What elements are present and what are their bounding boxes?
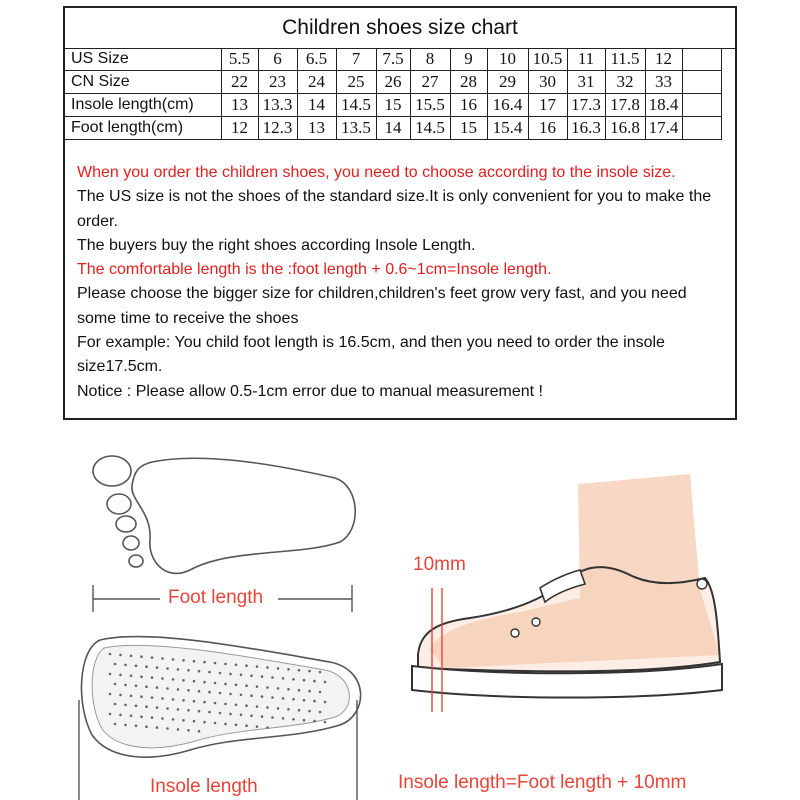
insole-perforation-dot [224, 663, 227, 666]
insole-perforation-dot [166, 687, 169, 690]
foot-length-cell: 17.4 [645, 117, 682, 140]
insole-perforation-dot [240, 694, 243, 697]
insole-perforation-dot [130, 695, 133, 698]
insole-perforation-dot [224, 703, 227, 706]
us-size-cell: 5.5 [221, 48, 258, 71]
insole-perforation-dot [203, 681, 206, 684]
cn-size-cell: 27 [410, 71, 450, 94]
insole-perforation-dot [156, 706, 159, 709]
insole-length-cell: 14 [297, 94, 336, 117]
us-size-cell: 7.5 [376, 48, 410, 71]
note-us-size: The US size is not the shoes of the standard size.It is only convenient for you to make the order. [77, 188, 712, 230]
insole-perforation-dot [277, 667, 280, 670]
cn-size-cell: 29 [487, 71, 528, 94]
insole-perforation-dot [261, 695, 264, 698]
insole-perforation-dot [287, 688, 290, 691]
insole-perforation-dot [303, 679, 306, 682]
insole-perforation-dot [124, 664, 127, 667]
foot-length-cell: 13 [297, 117, 336, 140]
insole-perforation-dot [313, 720, 316, 723]
us-size-cell: 11 [567, 48, 605, 71]
insole-perforation-dot [319, 711, 322, 714]
insole-perforation-dot [177, 688, 180, 691]
insole-perforation-dot [245, 724, 248, 727]
cn-size-cell: 28 [450, 71, 487, 94]
insole-length-cell: 16 [450, 94, 487, 117]
insole-perforation-dot [114, 663, 117, 666]
us-size-cell: 6 [258, 48, 297, 71]
insole-perforation-dot [324, 681, 327, 684]
insole-perforation-dot [151, 676, 154, 679]
insole-perforation-dot [119, 654, 122, 657]
foot-length-cell: 14.5 [410, 117, 450, 140]
note-buy-by-insole: The buyers buy the right shoes according Insole Length. [77, 236, 476, 254]
foot-length-cell: 14 [376, 117, 410, 140]
foot-length-cell: 16.3 [567, 117, 605, 140]
insole-perforation-dot [235, 684, 238, 687]
us-size-cell: 6.5 [297, 48, 336, 71]
insole-perforation-dot [145, 705, 148, 708]
insole-length-cell: 17.3 [567, 94, 605, 117]
insole-perforation-dot [193, 680, 196, 683]
insole-perforation-dot [292, 718, 295, 721]
insole-perforation-dot [319, 671, 322, 674]
insole-perforation-dot [177, 668, 180, 671]
insole-perforation-dot [135, 665, 138, 668]
insole-perforation-dot [245, 684, 248, 687]
insole-perforation-dot [256, 665, 259, 668]
insole-perforation-dot [266, 706, 269, 709]
insole-perforation-dot [182, 699, 185, 702]
insole-perforation-dot [156, 666, 159, 669]
insole-perforation-dot [308, 690, 311, 693]
insole-perforation-dot [250, 714, 253, 717]
insole-perforation-dot [172, 678, 175, 681]
insole-perforation-dot [214, 722, 217, 725]
insole-perforation-dot [271, 696, 274, 699]
foot-length-cell: 13.5 [336, 117, 376, 140]
note-example: For example: You child foot length is 16.5cm, and then you need to order the insole size17.5cm. [77, 334, 665, 376]
shoe-with-foot-icon [412, 474, 722, 698]
insole-perforation-dot [135, 725, 138, 728]
foot-length-cell: 16 [528, 117, 567, 140]
insole-perforation-dot [303, 719, 306, 722]
insole-length-caption: Insole length [150, 776, 258, 797]
insole-perforation-dot [208, 671, 211, 674]
insole-perforation-dot [292, 678, 295, 681]
insole-perforation-dot [182, 679, 185, 682]
cn-size-cell: 30 [528, 71, 567, 94]
foot-length-cell: 15.4 [487, 117, 528, 140]
insole-length-cell: 17.8 [605, 94, 645, 117]
insole-perforation-dot [151, 716, 154, 719]
insole-perforation-dot [277, 707, 280, 710]
insole-perforation-dot [240, 674, 243, 677]
note-comfortable-length: The comfortable length is the :foot length + 0.6~1cm=Insole length. [77, 261, 552, 279]
insole-perforation-dot [172, 698, 175, 701]
insole-perforation-dot [124, 684, 127, 687]
insole-perforation-dot [261, 675, 264, 678]
insole-perforation-dot [224, 683, 227, 686]
insole-perforation-dot [161, 697, 164, 700]
insole-perforation-dot [187, 709, 190, 712]
insole-perforation-dot [193, 720, 196, 723]
insole-perforation-dot [151, 696, 154, 699]
insole-perforation-dot [145, 665, 148, 668]
chart-title: Children shoes size chart [65, 8, 735, 49]
insole-perforation-dot [109, 653, 112, 656]
us-size-cell: 10.5 [528, 48, 567, 71]
insole-length-cell: 15 [376, 94, 410, 117]
insole-perforation-dot [313, 680, 316, 683]
insole-perforation-dot [172, 658, 175, 661]
insole-perforation-dot [298, 669, 301, 672]
cn-size-cell: 33 [645, 71, 682, 94]
insole-perforation-dot [203, 661, 206, 664]
insole-perforation-dot [156, 686, 159, 689]
insole-perforation-dot [166, 727, 169, 730]
insole-perforation-dot [219, 692, 222, 695]
insole-perforation-dot [161, 717, 164, 720]
row-label-us-size: US Size [65, 48, 221, 71]
insole-length-cell: 13 [221, 94, 258, 117]
insole-perforation-dot [266, 726, 269, 729]
foot-length-cell: 16.8 [605, 117, 645, 140]
us-size-cell: 11.5 [605, 48, 645, 71]
cn-size-cell: 26 [376, 71, 410, 94]
insole-perforation-dot [198, 710, 201, 713]
us-size-cell: 8 [410, 48, 450, 71]
insole-perforation-dot [198, 690, 201, 693]
insole-perforation-dot [193, 660, 196, 663]
insole-perforation-dot [229, 673, 232, 676]
cn-size-cell: 24 [297, 71, 336, 94]
insole-perforation-dot [282, 717, 285, 720]
insole-perforation-dot [282, 677, 285, 680]
insole-perforation-dot [203, 721, 206, 724]
insole-perforation-dot [229, 693, 232, 696]
insole-perforation-dot [308, 710, 311, 713]
insole-perforation-dot [229, 713, 232, 716]
insole-perforation-dot [187, 669, 190, 672]
insole-perforation-dot [161, 657, 164, 660]
us-size-cell: 7 [336, 48, 376, 71]
cn-size-cell: 25 [336, 71, 376, 94]
insole-perforation-dot [151, 656, 154, 659]
insole-perforation-dot [193, 700, 196, 703]
insole-perforation-dot [119, 714, 122, 717]
insole-perforation-dot [313, 700, 316, 703]
cn-size-cell: 23 [258, 71, 297, 94]
insole-perforation-dot [130, 655, 133, 658]
insole-length-cell: 18.4 [645, 94, 682, 117]
insole-perforation-dot [256, 685, 259, 688]
insole-perforation-dot [130, 675, 133, 678]
insole-perforation-dot [219, 712, 222, 715]
foot-length-caption: Foot length [168, 587, 264, 608]
insole-perforation-dot [177, 708, 180, 711]
insole-perforation-dot [119, 674, 122, 677]
insole-perforation-dot [245, 664, 248, 667]
insole-perforation-dot [161, 677, 164, 680]
insole-perforation-dot [235, 664, 238, 667]
insole-perforation-dot [109, 693, 112, 696]
insole-perforation-dot [298, 709, 301, 712]
insole-perforation-dot [319, 691, 322, 694]
insole-perforation-dot [214, 682, 217, 685]
insole-perforation-dot [308, 670, 311, 673]
insole-perforation-dot [166, 707, 169, 710]
foot-outline-icon [93, 456, 355, 573]
insole-perforation-dot [145, 685, 148, 688]
insole-perforation-dot [198, 730, 201, 733]
foot-length-cell: 15 [450, 117, 487, 140]
us-size-cell: 10 [487, 48, 528, 71]
insole-perforation-dot [277, 687, 280, 690]
insole-perforation-dot [266, 666, 269, 669]
ten-mm-caption: 10mm [413, 554, 466, 575]
insole-perforation-dot [287, 708, 290, 711]
insole-perforation-dot [224, 723, 227, 726]
insole-perforation-dot [187, 729, 190, 732]
insole-perforation-dot [271, 716, 274, 719]
insole-perforation-dot [235, 704, 238, 707]
row-label-foot-length: Foot length(cm) [65, 117, 221, 140]
formula-caption: Insole length=Foot length + 10mm [398, 772, 687, 793]
insole-perforation-dot [298, 689, 301, 692]
insole-perforation-dot [140, 655, 143, 658]
insole-perforation-dot [140, 715, 143, 718]
insole-perforation-dot [214, 702, 217, 705]
note-bigger-size: Please choose the bigger size for children,children's feet grow very fast, and you need some time to receive the shoes [77, 285, 687, 327]
insole-perforation-dot [324, 721, 327, 724]
insole-length-cell: 14.5 [336, 94, 376, 117]
insole-perforation-dot [140, 695, 143, 698]
insole-length-cell: 16.4 [487, 94, 528, 117]
insole-perforation-dot [119, 694, 122, 697]
insole-perforation-dot [261, 715, 264, 718]
insole-perforation-dot [166, 667, 169, 670]
cn-size-cell: 22 [221, 71, 258, 94]
foot-length-cell: 12 [221, 117, 258, 140]
insole-perforation-dot [250, 674, 253, 677]
foot-length-cell: 12.3 [258, 117, 297, 140]
insole-perforation-dot [256, 705, 259, 708]
insole-perforation-dot [124, 704, 127, 707]
cn-size-cell: 31 [567, 71, 605, 94]
insole-perforation-dot [250, 694, 253, 697]
insole-perforation-dot [145, 725, 148, 728]
insole-perforation-dot [114, 683, 117, 686]
insole-perforation-dot [203, 701, 206, 704]
insole-perforation-dot [208, 711, 211, 714]
row-label-cn-size: CN Size [65, 71, 221, 94]
insole-perforation-dot [187, 689, 190, 692]
insole-perforation-dot [303, 699, 306, 702]
insole-length-cell: 13.3 [258, 94, 297, 117]
insole-length-cell: 17 [528, 94, 567, 117]
insole-perforation-dot [114, 723, 117, 726]
note-insole-choice: When you order the children shoes, you need to choose according to the insole size. [77, 164, 676, 181]
insole-perforation-dot [240, 714, 243, 717]
insole-perforation-dot [235, 724, 238, 727]
insole-perforation-dot [140, 675, 143, 678]
insole-perforation-dot [130, 715, 133, 718]
us-size-cell: 9 [450, 48, 487, 71]
note-error-allowance: Notice : Please allow 0.5-1cm error due to manual measurement ! [77, 382, 543, 400]
insole-perforation-dot [214, 662, 217, 665]
insole-perforation-dot [135, 705, 138, 708]
insole-perforation-dot [172, 718, 175, 721]
insole-perforation-dot [292, 698, 295, 701]
insole-perforation-dot [245, 704, 248, 707]
insole-outline-icon [82, 637, 361, 758]
insole-perforation-dot [198, 670, 201, 673]
row-label-insole-length: Insole length(cm) [65, 94, 221, 117]
insole-length-cell: 15.5 [410, 94, 450, 117]
us-size-cell: 12 [645, 48, 682, 71]
cn-size-cell: 32 [605, 71, 645, 94]
insole-perforation-dot [156, 726, 159, 729]
insole-perforation-dot [208, 691, 211, 694]
insole-perforation-dot [109, 673, 112, 676]
insole-perforation-dot [124, 724, 127, 727]
insole-perforation-dot [287, 668, 290, 671]
insole-perforation-dot [219, 672, 222, 675]
insole-perforation-dot [114, 703, 117, 706]
insole-perforation-dot [324, 701, 327, 704]
insole-perforation-dot [271, 676, 274, 679]
insole-perforation-dot [177, 728, 180, 731]
insole-perforation-dot [109, 713, 112, 716]
insole-perforation-dot [266, 686, 269, 689]
insole-perforation-dot [256, 725, 259, 728]
insole-perforation-dot [135, 685, 138, 688]
insole-perforation-dot [282, 697, 285, 700]
insole-perforation-dot [182, 659, 185, 662]
insole-perforation-dot [182, 719, 185, 722]
